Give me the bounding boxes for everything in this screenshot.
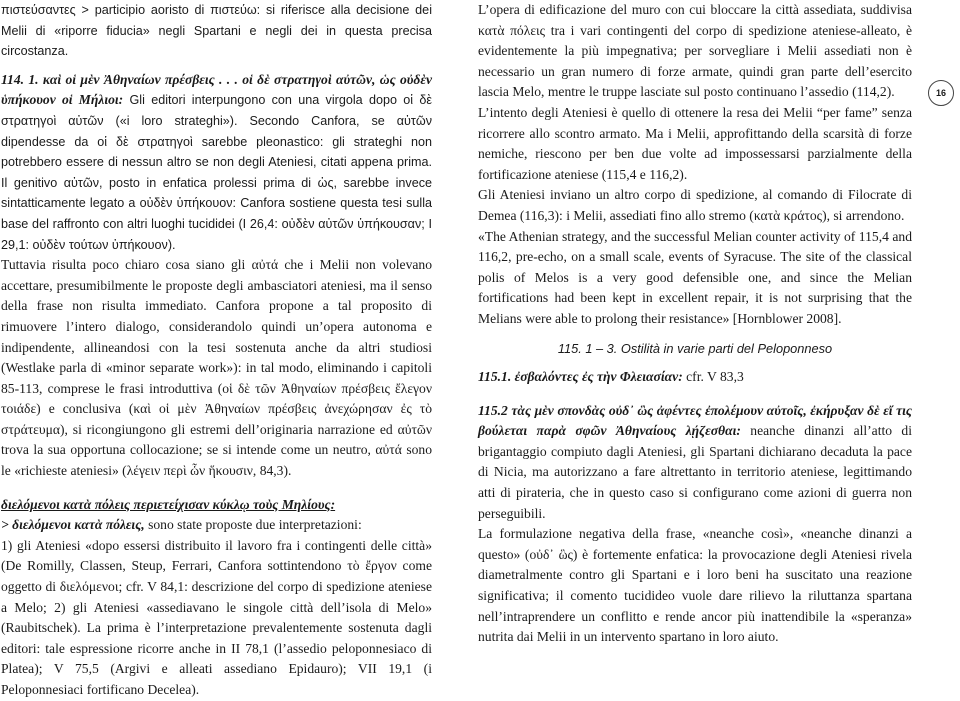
paragraph-text: Gli editori interpungono con una virgola dopo οἱ δὲ στρατηγοὶ αὐτῶν («i loro strateghi»). Secondo Canfora, se αὐτῶν dipendesse da οἱ δὲ στρατηγοὶ sarebbe pleonastico: gli strateghi non potrebbero essere di nessun altro se non degli Ateniesi, citati appena prima. Il genitivo αὐτῶν, posto in enfatica prolessi prima di ὡς, sarebbe invece sintatticamente legato a οὐδὲν ὑπήκουον: Canfora sostiene questa tesi sulla base del raffronto con altri luoghi tucididei (I 26,4: οὐδὲν αὐτῶν ὑπήκουσαν; I 29,1: οὐδὲν τούτων ὑπήκουον).: [1, 93, 432, 252]
lemma: διελόμενοι κατὰ πόλεις περιετείχισαν κύκλῳ τοὺς Μηλίους:: [1, 496, 336, 512]
paragraph-text: Tuttavia risulta poco chiaro cosa siano gli αὐτά che i Melii non volevano accettare, presumibilmente le proposte degli ambasciatori ateniesi, ma il senso della frase non risulta immediato. Canfora propone a tal proposito di rimuovere l’intero dialogo, considerandolo quindi un’opera autonoma e indipendente, allineandosi con la tesi sostenuta anche da altri studiosi (Westlake parla di «minor separate work»): in tal modo, eliminando i capitoli 85-113, comprese le frasi introduttiva (οἱ δὲ τῶν Ἀθηναίων πρέσβεις ἔλεγον τοιάδε) e conclusiva (καὶ οἱ μὲν Ἀθηναίων πρέσβεις ἀνεχώρησαν ἐς τὸ στράτευμα), si ricongiungono gli estremi dell’originaria narrazione ed αὐτῶν trova la sua opportuna collocazione; se si intende come un neutro, αὐτά sono le «richieste ateniesi» (λέγειν περὶ ὧν ἥκουσιν, 84,3).: [1, 257, 432, 479]
paragraph: [478, 0, 912, 103]
paragraph-text: La formulazione negativa della frase, «neanche così», «neanche dinanzi a questo» (οὐδ᾽ ὣς) è fortemente enfatica: la provocazione degli Ateniesi rivela diametralmente contro gli Spartani e i loro beni ha suscitato una reazione significativa; il comento tucidideo vuole dare rilievo la riluttanza spartana nell’intraprendere un conflitto e rende ancor più inattendibile la «speranza» nutrita dai Melii in un intervento spartano in loro aiuto.: [478, 526, 912, 645]
paragraph: [1, 0, 432, 62]
paragraph-text: πιστεύσαντες > participio aoristo di πιστεύω: si riferisce alla decisione dei Melii di «riporre fiducia» negli Spartani e negli dei in questa precisa circostanza.: [1, 3, 432, 59]
paragraph: [478, 103, 912, 185]
commentary-entry: [478, 401, 912, 525]
paragraph-text: sono state proposte due interpretazioni:: [144, 517, 362, 533]
section-heading: 115. 1 – 3. Ostilità in varie parti del Peloponneso: [557, 340, 833, 356]
lemma: 114. 1. καὶ οἱ μὲν Ἀθηναίων πρέσβεις . . . οἱ δὲ στρατηγοὶ αὐτῶν, ὡς οὐδὲν ὑπήκουον οἱ Μήλιοι:: [1, 71, 432, 108]
commentary-entry: [1, 70, 432, 255]
lemma: 115.2 τὰς μὲν σπονδὰς οὐδ᾽ ὣς ἀφέντες ἐπολέμουν αὐτοῖς, ἐκήρυξαν δὲ εἴ τις βούλεται παρὰ σφῶν Ἀθηναίους λῄζεσθαι:: [478, 402, 912, 439]
paragraph: [478, 185, 912, 226]
paragraph: [478, 524, 912, 648]
paragraph-text: Gli Ateniesi inviano un altro corpo di spedizione, al comando di Filocrate di Demea (116,3): i Melii, assediati fino allo stremo (κατὰ κράτος), si arrendono.: [478, 187, 912, 223]
paragraph: [1, 536, 432, 701]
paragraph-text: 1) gli Ateniesi «dopo essersi distribuito il lavoro fra i contingenti delle città» (De Romilly, Classen, Steup, Ferrari, Canfora sottintendono τὸ ἔργον come oggetto di διελόμενοι; cfr. V 84,1: descrizione del corpo di spedizione ateniese a Melo; 2) gli Ateniesi «assediavano le singole città dell’isola di Melo» (Raubitschek). La prima è l’interpretazione prevalentemente sostenuta dagli editori: tale espressione ricorre anche in II 78,1 (l’assedio peloponnesiaco di Platea); V 75,5 (Argivi e alleati assediano Epidauro); VII 19,1 (i Peloponnesiaci fortificano Decelea).: [1, 537, 432, 697]
paragraph-text: «The Athenian strategy, and the successful Melian counter activity of 115,4 and 116,2, pre-echo, on a small scale, events of Syracuse. The site of the classical polis of Melos is a very good defensible one, and since the Melian fortifications had been kept in excellent repair, it is not surprising that the Melians were able to prolong their resistance» [Hornblower 2008].: [478, 228, 912, 326]
paragraph-text: L’intento degli Ateniesi è quello di ottenere la resa dei Melii “per fame” senza ricorrere allo scontro armato. Ma i Melii, approfittando della scarsità di forze nemiche, riescono per ben due volte ad impossessarsi parzialmente della fortificazione ateniese (115,4 e 116,2).: [478, 104, 912, 182]
paragraph-text: neanche dinanzi all’atto di brigantaggio compiuto dagli Ateniesi, gli Spartani dichiarano decaduta la pace di Nicia, ma autorizzano a fare altrettanto in territorio ateniese, legittimando atti di pirateria, che in questo caso si configurano come azioni di guerra non perseguibili.: [478, 423, 912, 521]
paragraph-text: cfr. V 83,3: [682, 369, 744, 385]
left-column: [1, 0, 432, 701]
lemma: > διελόμενοι κατὰ πόλεις,: [1, 517, 145, 533]
paragraph: [1, 255, 432, 482]
commentary-entry: [1, 495, 432, 516]
paragraph: [478, 227, 912, 330]
commentary-entry: [1, 515, 432, 536]
commentary-entry: [478, 367, 912, 388]
lemma: 115.1. ἐσβαλόντες ἐς τὴν Φλειασίαν:: [478, 369, 683, 385]
right-column: [478, 0, 912, 648]
paragraph-text: L’opera di edificazione del muro con cui bloccare la città assediata, suddivisa κατὰ πόλεις tra i vari contingenti del corpo di spedizione ateniese-alleato, è evidentemente la più impegnativa; per sorvegliare i Melii assediati non è necessario un gran numero di forze armate, quindi gran parte dell’esercito lascia Melo, mentre le truppe lasciate sul posto continuano l’assedio (114,2).: [478, 2, 912, 100]
page-number-badge: 16: [928, 80, 954, 106]
